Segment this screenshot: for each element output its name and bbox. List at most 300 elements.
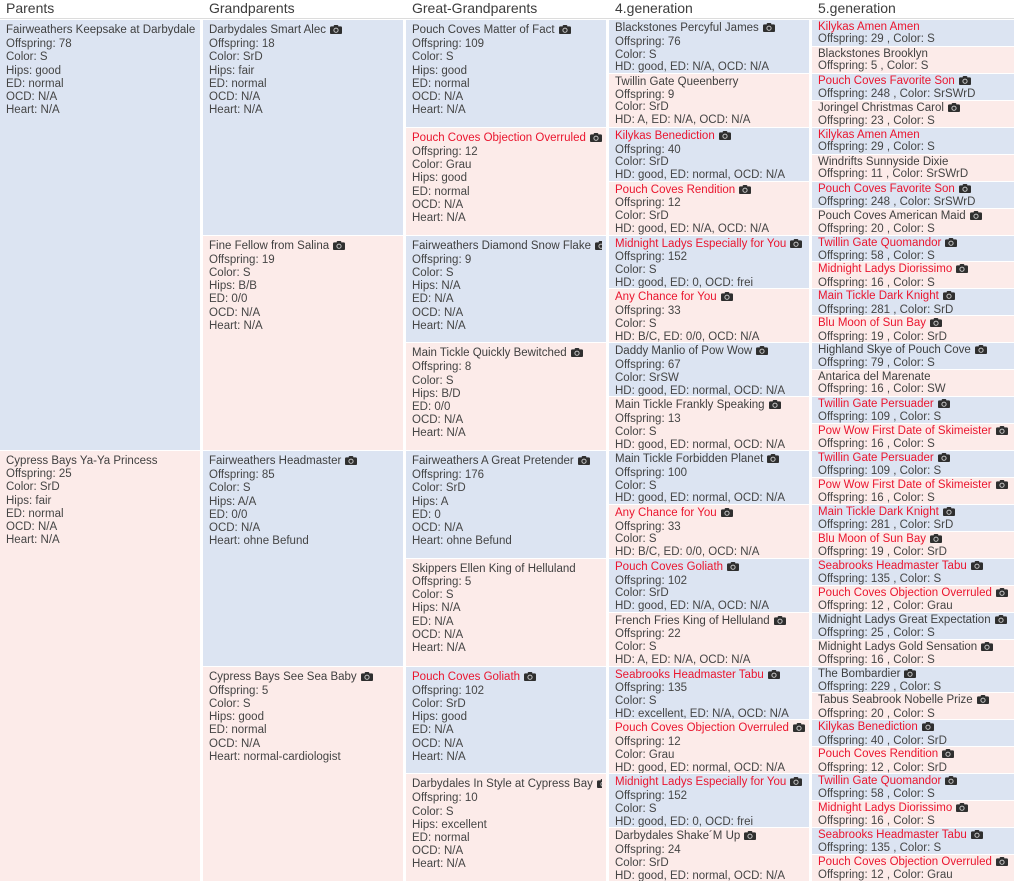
dog-name-line	[412, 563, 602, 576]
dog-name-link[interactable]: Seabrooks Headmaster Tabu	[818, 829, 967, 842]
pedigree-cell	[609, 720, 809, 773]
dog-name-line	[818, 425, 1010, 438]
dog-detail: Color: S	[615, 264, 657, 277]
dog-detail: Offspring: 20 , Color: S	[818, 222, 935, 235]
dog-name-line	[818, 102, 1010, 115]
dog-name-link[interactable]: Midnight Ladys Gold Sensation	[818, 640, 978, 653]
dog-name-link[interactable]: Midnight Ladys Diorissimo	[818, 802, 953, 815]
pedigree-cell	[812, 828, 1014, 854]
dog-name-line	[818, 290, 1010, 303]
dog-name-link[interactable]: Midnight Ladys Diorissimo	[818, 263, 953, 276]
camera-icon[interactable]	[768, 670, 780, 683]
dog-detail: Offspring: 281 , Color: SrD	[818, 303, 954, 316]
dog-name-link[interactable]: Main Tickle Frankly Speaking	[615, 399, 765, 412]
pedigree-cell	[812, 801, 1014, 827]
camera-icon[interactable]	[904, 669, 916, 681]
dog-detail: Color: S	[209, 482, 251, 495]
camera-icon[interactable]	[763, 23, 775, 36]
dog-name-line	[615, 130, 805, 144]
pedigree-cell	[812, 532, 1014, 558]
dog-name-line	[818, 614, 1010, 627]
pedigree-cell	[609, 774, 809, 827]
dog-detail: Hips: good	[209, 711, 264, 724]
dog-detail: ED: normal	[412, 185, 470, 198]
dog-name-link[interactable]: Twillin Gate Persuader	[818, 452, 934, 464]
dog-name-line	[6, 455, 196, 468]
dog-name-line	[818, 533, 1010, 546]
dog-detail: Heart: N/A	[209, 104, 263, 117]
dog-name-link[interactable]: Pouch Coves Favorite Son	[818, 74, 955, 87]
dog-name-line	[818, 506, 1010, 519]
dog-detail: Offspring: 102	[615, 574, 688, 587]
dog-detail: ED: normal	[6, 507, 64, 520]
camera-icon[interactable]	[578, 456, 590, 469]
dog-name-line	[818, 452, 1010, 465]
dog-detail: Hips: good	[6, 64, 61, 77]
camera-icon[interactable]	[524, 672, 536, 685]
pedigree-cell	[203, 667, 403, 881]
dog-name-link[interactable]: Cypress Bays See Sea Baby	[209, 670, 357, 683]
dog-detail: Color: SrD	[412, 482, 466, 495]
camera-icon[interactable]	[971, 830, 983, 842]
dog-name-link[interactable]: Pow Wow First Date of Skimeister	[818, 478, 992, 491]
pedigree-cell	[406, 20, 606, 127]
pedigree-cell	[812, 640, 1014, 666]
dog-detail: Color: S	[412, 51, 454, 64]
dog-detail: OCD: N/A	[412, 737, 464, 750]
dog-detail: Offspring: 25	[6, 468, 72, 481]
camera-icon[interactable]	[330, 25, 342, 38]
dog-name-line	[412, 132, 602, 146]
dog-name-link[interactable]: Twillin Gate Queenberry	[615, 75, 739, 88]
dog-name-link[interactable]: Twillin Gate Quomandor	[818, 236, 942, 249]
dog-name-link[interactable]: Seabrooks Headmaster Tabu	[615, 668, 764, 681]
dog-detail: HD: good, ED: normal, OCD: N/A	[615, 761, 785, 774]
dog-detail: OCD: N/A	[412, 306, 464, 319]
dog-name-line	[412, 240, 602, 254]
dog-detail: Offspring: 12 , Color: Grau	[818, 869, 953, 881]
dog-detail: Color: S	[615, 695, 657, 708]
dog-name-link[interactable]: Kilykas Benediction	[818, 721, 918, 734]
dog-name-line	[615, 615, 805, 629]
dog-name-link[interactable]: Blu Moon of Sun Bay	[818, 317, 927, 330]
dog-detail: ED: 0	[412, 508, 441, 521]
pedigree-cell	[203, 20, 403, 235]
dog-name-link[interactable]: The Bombardier	[818, 667, 901, 680]
dog-name-link[interactable]: Fairweathers Headmaster	[209, 455, 342, 467]
dog-name-line	[412, 455, 602, 469]
dog-name-link[interactable]: Highland Skye of Pouch Cove	[818, 344, 971, 357]
dog-name-link[interactable]: Pouch Coves Rendition	[818, 748, 939, 761]
dog-name-link[interactable]: Midnight Ladys Especially for You	[615, 776, 787, 789]
dog-detail: ED: normal	[209, 77, 267, 90]
camera-icon[interactable]	[996, 588, 1008, 600]
dog-detail: OCD: N/A	[412, 91, 464, 104]
dog-detail: Color: SrD	[615, 101, 669, 114]
camera-icon[interactable]	[930, 318, 942, 330]
dog-name-link[interactable]: Darbydales Smart Alec	[209, 24, 326, 36]
pedigree-cell	[812, 451, 1014, 477]
column-header: Great-Grandparents	[412, 0, 538, 16]
dog-detail: Color: SrD	[615, 856, 669, 869]
dog-detail: Color: S	[6, 51, 48, 64]
dog-name-link[interactable]: Fine Fellow from Salina	[209, 239, 330, 252]
dog-name-link[interactable]: Antarica del Marenate	[818, 371, 931, 384]
camera-icon[interactable]	[959, 76, 971, 88]
camera-icon[interactable]	[943, 507, 955, 519]
dog-detail: Offspring: 29 , Color: S	[818, 140, 935, 153]
dog-name-link[interactable]: Tabus Seabrook Nobelle Prize	[818, 694, 973, 707]
pedigree-cell	[812, 155, 1014, 181]
dog-name-link[interactable]: Pow Wow First Date of Skimeister	[818, 425, 992, 438]
dog-detail: OCD: N/A	[209, 522, 261, 535]
pedigree-cell	[406, 774, 606, 881]
dog-detail: Heart: N/A	[412, 211, 466, 224]
dog-name-line	[615, 76, 805, 89]
dog-detail: OCD: N/A	[412, 522, 464, 535]
dog-detail: HD: good, ED: normal, OCD: N/A	[615, 869, 785, 881]
dog-name-link[interactable]: Main Tickle Forbidden Planet	[615, 453, 764, 465]
dog-detail: Offspring: 100	[615, 466, 688, 479]
dog-name-link[interactable]: Pouch Coves Objection Overruled	[412, 131, 586, 144]
camera-icon[interactable]	[345, 456, 357, 469]
dog-detail: Offspring: 33	[615, 305, 681, 318]
dog-detail: Offspring: 12	[412, 145, 478, 158]
dog-detail: Offspring: 281 , Color: SrD	[818, 519, 954, 531]
dog-detail: Heart: ohne Befund	[209, 535, 309, 548]
camera-icon[interactable]	[721, 292, 733, 305]
dog-detail: Offspring: 40 , Color: SrD	[818, 734, 947, 747]
dog-detail: OCD: N/A	[412, 628, 464, 641]
pedigree-cell	[812, 101, 1014, 127]
camera-icon[interactable]	[959, 184, 971, 196]
dog-detail: HD: good, ED: N/A, OCD: N/A	[615, 61, 770, 73]
pedigree-cell	[812, 370, 1014, 396]
camera-icon[interactable]	[767, 454, 779, 467]
column-header: Grandparents	[209, 0, 295, 16]
dog-name-link[interactable]: Pouch Coves American Maid	[818, 209, 966, 222]
dog-name-link[interactable]: Pouch Coves Matter of Fact	[412, 24, 555, 36]
dog-name-link[interactable]: Main Tickle Dark Knight	[818, 290, 939, 303]
column-header: 5.generation	[818, 0, 896, 16]
dog-detail: Hips: N/A	[412, 602, 461, 615]
camera-icon[interactable]	[971, 561, 983, 573]
dog-detail: Offspring: 40	[615, 143, 681, 156]
camera-icon[interactable]	[790, 239, 802, 252]
dog-detail: Color: SrD	[209, 51, 263, 64]
camera-icon[interactable]	[975, 345, 987, 357]
dog-detail: HD: good, ED: 0, OCD: frei	[615, 815, 754, 828]
pedigree-cell	[203, 451, 403, 666]
camera-icon[interactable]	[790, 777, 802, 790]
dog-detail: Offspring: 135	[615, 682, 688, 695]
pedigree-cell	[609, 397, 809, 450]
camera-icon[interactable]	[938, 399, 950, 411]
dog-name-link[interactable]: Main Tickle Quickly Bewitched	[412, 347, 567, 360]
dog-name-link[interactable]: Blackstones Brooklyn	[818, 47, 928, 60]
dog-name-link[interactable]: Pouch Coves Goliath	[615, 560, 724, 573]
pedigree-cell	[609, 828, 809, 881]
camera-icon[interactable]	[744, 831, 756, 844]
dog-detail: Heart: N/A	[6, 104, 60, 117]
dog-name-link[interactable]: French Fries King of Helluland	[615, 614, 770, 627]
camera-icon[interactable]	[571, 348, 583, 361]
camera-icon[interactable]	[727, 562, 739, 575]
pedigree-cell	[812, 586, 1014, 612]
dog-name-link[interactable]: Seabrooks Headmaster Tabu	[818, 559, 967, 572]
dog-detail: Offspring: 16 , Color: S	[818, 492, 935, 504]
camera-icon[interactable]	[942, 749, 954, 761]
dog-detail: ED: 0/0	[209, 508, 248, 521]
dog-detail: Offspring: 19 , Color: SrD	[818, 330, 947, 343]
dog-detail: Offspring: 10	[412, 792, 478, 805]
dog-detail: Color: SrD	[615, 587, 669, 600]
dog-detail: HD: good, ED: normal, OCD: N/A	[615, 492, 785, 504]
dog-name-line	[818, 694, 1010, 707]
camera-icon[interactable]	[981, 642, 993, 654]
camera-icon[interactable]	[739, 185, 751, 198]
dog-detail: Offspring: 18	[209, 38, 275, 51]
dog-detail: ED: N/A	[412, 615, 454, 628]
camera-icon[interactable]	[719, 131, 731, 144]
camera-icon[interactable]	[956, 264, 968, 276]
dog-detail: HD: A, ED: N/A, OCD: N/A	[615, 654, 751, 666]
pedigree-cell	[609, 505, 809, 558]
camera-icon[interactable]	[943, 291, 955, 303]
dog-detail: Hips: N/A	[412, 280, 461, 293]
dog-name-link[interactable]: Pouch Coves Goliath	[412, 670, 521, 683]
dog-detail: Color: S	[412, 805, 454, 818]
camera-icon[interactable]	[995, 615, 1007, 627]
dog-detail: OCD: N/A	[209, 91, 261, 104]
dog-name-link[interactable]: Pouch Coves Objection Overruled	[615, 722, 789, 735]
pedigree-cell	[0, 451, 200, 881]
dog-name-link[interactable]: Darbydales In Style at Cypress Bay	[412, 778, 593, 791]
dog-name-link[interactable]: Cypress Bays Ya-Ya Princess	[6, 455, 158, 467]
pedigree-cell	[812, 424, 1014, 450]
dog-name-line	[615, 399, 805, 413]
dog-detail: Offspring: 109	[412, 38, 485, 51]
dog-name-link[interactable]: Twillin Gate Quomandor	[818, 775, 942, 788]
dog-name-link[interactable]: Fairweathers Diamond Snow Flake	[412, 239, 591, 252]
dog-name-line	[818, 398, 1010, 411]
camera-icon[interactable]	[970, 211, 982, 223]
dog-name-line	[615, 22, 805, 36]
camera-icon[interactable]	[595, 241, 602, 254]
camera-icon[interactable]	[996, 480, 1008, 492]
dog-detail: Offspring: 19	[209, 253, 275, 266]
dog-name-line	[818, 371, 1010, 383]
pedigree-cell	[406, 343, 606, 450]
camera-icon[interactable]	[769, 400, 781, 413]
dog-name-line	[412, 347, 602, 361]
pedigree-cell	[812, 343, 1014, 369]
dog-detail: Color: SrD	[6, 481, 60, 494]
dog-name-link[interactable]: Kilykas Amen Amen	[818, 21, 920, 33]
pedigree-cell	[0, 20, 200, 450]
dog-name-link[interactable]: Midnight Ladys Especially for You	[615, 237, 787, 250]
dog-detail: Color: S	[209, 266, 251, 279]
dog-detail: Offspring: 23 , Color: S	[818, 115, 935, 127]
pedigree-cell	[406, 451, 606, 558]
dog-detail: ED: N/A	[412, 724, 454, 737]
dog-detail: Hips: A/A	[209, 495, 257, 508]
camera-icon[interactable]	[945, 776, 957, 788]
pedigree-cell	[609, 20, 809, 73]
dog-name-line	[412, 24, 602, 38]
dog-name-link[interactable]: Any Chance for You	[615, 291, 717, 304]
dog-detail: Offspring: 5	[209, 684, 269, 697]
camera-icon[interactable]	[996, 857, 1008, 869]
dog-detail: Color: SrD	[615, 210, 669, 223]
dog-name-link[interactable]: Kilykas Amen Amen	[818, 128, 920, 141]
dog-detail: HD: B/C, ED: 0/0, OCD: N/A	[615, 546, 760, 558]
dog-name-link[interactable]: Fairweathers A Great Pretender	[412, 455, 574, 467]
dog-detail: Offspring: 20 , Color: S	[818, 707, 935, 720]
camera-icon[interactable]	[721, 508, 733, 521]
dog-detail: HD: good, ED: normal, OCD: N/A	[615, 384, 785, 397]
pedigree-cell	[609, 128, 809, 181]
pedigree-cell	[812, 667, 1014, 693]
dog-name-line	[615, 184, 805, 198]
pedigree-cell	[406, 236, 606, 343]
pedigree-cell	[406, 128, 606, 235]
dog-detail: HD: good, ED: normal, OCD: N/A	[615, 169, 785, 181]
camera-icon[interactable]	[774, 616, 786, 629]
dog-name-link[interactable]: Skippers Ellen King of Helluland	[412, 562, 576, 575]
camera-icon[interactable]	[756, 346, 768, 359]
pedigree-cell	[812, 262, 1014, 288]
pedigree-cell	[203, 236, 403, 451]
dog-detail: Offspring: 8	[412, 361, 472, 374]
dog-name-link[interactable]: Kilykas Benediction	[615, 129, 715, 142]
dog-name-line	[615, 776, 805, 790]
dog-detail: Offspring: 11 , Color: SrSWrD	[818, 167, 969, 180]
pedigree-cell	[609, 289, 809, 342]
dog-detail: Heart: N/A	[6, 534, 60, 547]
camera-icon[interactable]	[597, 779, 602, 792]
dog-name-line	[818, 21, 1010, 33]
pedigree-cell	[609, 182, 809, 235]
dog-detail: Color: SrSW	[615, 371, 679, 384]
pedigree-cell	[609, 667, 809, 720]
dog-detail: Offspring: 152	[615, 790, 688, 803]
camera-icon[interactable]	[559, 25, 571, 38]
camera-icon[interactable]	[930, 534, 942, 546]
camera-icon[interactable]	[793, 723, 805, 736]
dog-detail: ED: normal	[412, 77, 470, 90]
dog-detail: HD: good, ED: N/A, OCD: N/A	[615, 223, 770, 235]
dog-name-link[interactable]: Midnight Ladys Great Expectation	[818, 613, 991, 626]
dog-name-link[interactable]: Darbydales Shake´M Up	[615, 830, 741, 843]
dog-detail: Offspring: 16 , Color: S	[818, 276, 935, 289]
dog-detail: Color: S	[615, 48, 657, 61]
pedigree-cell	[406, 667, 606, 774]
column-header: Parents	[6, 0, 55, 16]
dog-detail: Hips: good	[412, 64, 467, 77]
dog-name-link[interactable]: Any Chance for You	[615, 506, 717, 519]
camera-icon[interactable]	[361, 672, 373, 685]
camera-icon[interactable]	[996, 426, 1008, 438]
dog-name-link[interactable]: Twillin Gate Persuader	[818, 398, 934, 411]
header-divider	[0, 18, 1014, 19]
dog-name-line	[615, 561, 805, 575]
camera-icon[interactable]	[590, 133, 602, 146]
dog-detail: Heart: N/A	[412, 858, 466, 871]
dog-name-link[interactable]: Fairweathers Keepsake at Darbydale	[6, 24, 196, 36]
pedigree-cell	[812, 747, 1014, 773]
dog-name-line	[818, 317, 1010, 330]
dog-detail: Offspring: 33	[615, 520, 681, 533]
dog-name-link[interactable]: Daddy Manlio of Pow Wow	[615, 345, 753, 358]
dog-name-link[interactable]: Blu Moon of Sun Bay	[818, 532, 927, 545]
pedigree-cell	[812, 478, 1014, 504]
dog-name-line	[818, 668, 1010, 681]
pedigree-cell	[812, 74, 1014, 100]
dog-detail: Offspring: 12 , Color: SrD	[818, 761, 947, 774]
dog-name-link[interactable]: Joringel Christmas Carol	[818, 101, 944, 114]
dog-detail: ED: normal	[209, 724, 267, 737]
dog-detail: Hips: good	[412, 172, 467, 185]
dog-name-line	[818, 829, 1010, 842]
camera-icon[interactable]	[945, 238, 957, 250]
pedigree-cell	[812, 289, 1014, 315]
dog-name-link[interactable]: Pouch Coves Rendition	[615, 183, 736, 196]
dog-detail: Offspring: 135 , Color: S	[818, 572, 942, 585]
camera-icon[interactable]	[977, 695, 989, 707]
dog-name-link[interactable]: Pouch Coves Objection Overruled	[818, 856, 992, 869]
dog-name-line	[209, 24, 399, 38]
dog-detail: Offspring: 25 , Color: S	[818, 626, 935, 639]
camera-icon[interactable]	[922, 722, 934, 734]
dog-detail: Offspring: 76	[615, 35, 681, 48]
pedigree-cell	[812, 774, 1014, 800]
dog-detail: Color: S	[615, 641, 657, 654]
dog-detail: Offspring: 79 , Color: S	[818, 357, 935, 370]
dog-name-link[interactable]: Pouch Coves Objection Overruled	[818, 586, 992, 599]
dog-detail: Hips: excellent	[412, 818, 487, 831]
dog-detail: HD: good, ED: 0, OCD: frei	[615, 276, 754, 289]
dog-name-line	[615, 830, 805, 844]
dog-name-line	[615, 722, 805, 736]
dog-detail: Offspring: 176	[412, 469, 485, 482]
dog-name-link[interactable]: Pouch Coves Favorite Son	[818, 182, 955, 195]
dog-name-line	[818, 748, 1010, 761]
dog-name-line	[818, 183, 1010, 196]
camera-icon[interactable]	[948, 103, 960, 115]
dog-detail: Offspring: 9	[615, 88, 675, 101]
dog-name-line	[818, 775, 1010, 788]
dog-name-link[interactable]: Main Tickle Dark Knight	[818, 505, 939, 518]
dog-detail: OCD: N/A	[209, 737, 261, 750]
dog-detail: HD: excellent, ED: N/A, OCD: N/A	[615, 707, 789, 720]
dog-detail: Hips: A	[412, 495, 449, 508]
dog-name-line	[209, 455, 399, 469]
camera-icon[interactable]	[938, 453, 950, 465]
dog-detail: HD: good, ED: N/A, OCD: N/A	[615, 600, 770, 612]
dog-name-link[interactable]: Blackstones Percyful James	[615, 22, 759, 34]
pedigree-cell	[812, 236, 1014, 262]
dog-name-link[interactable]: Windrifts Sunnyside Dixie	[818, 155, 949, 168]
dog-detail: Heart: N/A	[412, 750, 466, 763]
camera-icon[interactable]	[956, 803, 968, 815]
dog-detail: ED: normal	[6, 77, 64, 90]
pedigree-cell	[812, 128, 1014, 154]
camera-icon[interactable]	[333, 241, 345, 254]
dog-detail: Color: SrD	[615, 156, 669, 169]
pedigree-cell	[406, 559, 606, 666]
dog-detail: Heart: N/A	[412, 427, 466, 440]
